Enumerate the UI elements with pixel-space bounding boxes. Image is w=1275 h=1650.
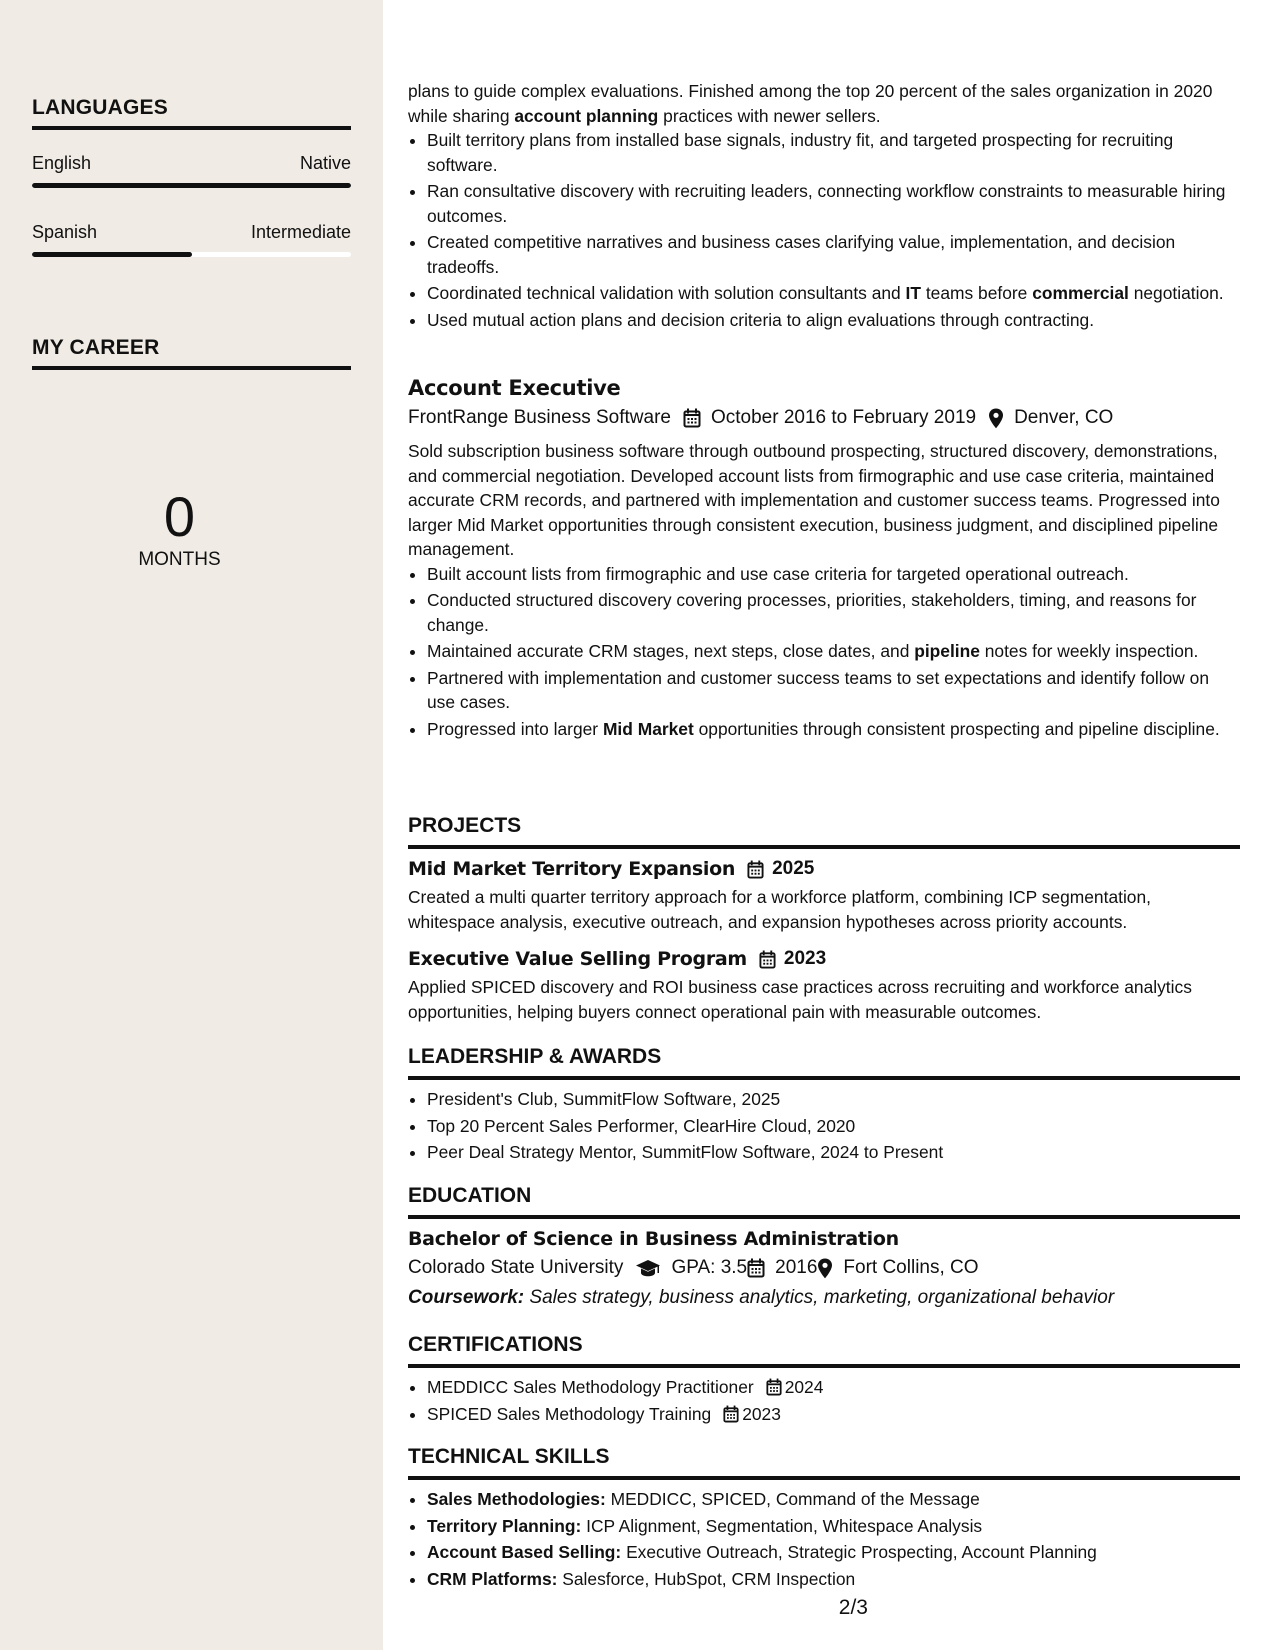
education-meta <box>408 1255 1240 1281</box>
education-school: Colorado State University <box>408 1257 624 1278</box>
skill-label: Territory Planning: <box>427 1515 582 1536</box>
list-item <box>427 1375 1240 1400</box>
leadership-list <box>408 1087 1240 1165</box>
list-item: • Created competitive narratives and business cases clarifying value, implementation, and decision tradeoffs. <box>427 230 1240 279</box>
project-entry <box>408 947 1240 1024</box>
education-coursework <box>408 1285 1240 1311</box>
section-heading: PROJECTS <box>408 813 1240 849</box>
cert-year: 2023 <box>742 1403 781 1424</box>
project-title-row <box>408 947 1240 971</box>
list-item: • Progressed into larger Mid Market opportunities through consistent prospecting and pipeline discipline. <box>427 717 1240 742</box>
calendar-icon <box>747 1258 765 1278</box>
job-summary: Sold subscription business software through outbound prospecting, structured discovery, demonstrations, and commercial negotiation. Developed account lists from firmographic and use case criteria, maintained accurate CRM records, and partnered with implementation and customer success teams. Progressed into larger Mid Market opportunities through consistent execution, business judgment, and disciplined pipeline management. <box>408 441 1220 559</box>
skill-value: ICP Alignment, Segmentation, Whitespace Analysis <box>581 1515 983 1536</box>
list-item: • Coordinated technical validation with solution consultants and IT teams before commercial negotiation. <box>427 281 1240 306</box>
list-item: • Built territory plans from installed base signals, industry fit, and targeted prospecting for recruiting software. <box>427 128 1240 177</box>
language-proficiency-bar <box>32 183 351 188</box>
skill-label: CRM Platforms: <box>427 1568 558 1589</box>
job-dates: October 2016 to February 2019 <box>710 407 977 428</box>
career-duration-unit: MONTHS <box>138 549 221 570</box>
list-item: • President's Club, SummitFlow Software, 2025 <box>427 1087 1240 1112</box>
job-entry <box>408 375 1240 743</box>
education-location: Fort Collins, CO <box>843 1257 979 1278</box>
calendar-icon <box>747 860 764 879</box>
job-summary: plans to guide complex evaluations. Finished among the top 20 percent of the sales organization in 2020 while sharing account planning practices with newer sellers. <box>408 81 1213 126</box>
language-proficiency-fill <box>32 252 192 257</box>
page-number: 2/3 <box>838 1596 868 1619</box>
project-year: 2023 <box>783 948 827 969</box>
graduation-cap-icon <box>635 1258 661 1278</box>
section-heading: LEADERSHIP & AWARDS <box>408 1044 1240 1080</box>
project-year: 2025 <box>772 858 815 879</box>
language-name: Spanish <box>32 222 98 242</box>
education-year: 2016 <box>775 1257 818 1278</box>
list-item <box>427 1402 1240 1427</box>
calendar-icon <box>683 408 701 428</box>
section-heading: EDUCATION <box>408 1183 1240 1219</box>
language-proficiency-fill <box>32 183 351 188</box>
calendar-icon <box>759 950 776 969</box>
project-description: Applied SPICED discovery and ROI business case practices across recruiting and workforce analytics opportunities, helping buyers connect operational pain with measurable outcomes. <box>408 977 1192 1022</box>
list-item <box>427 1567 1240 1592</box>
project-title-row <box>408 857 1240 881</box>
education-degree: Bachelor of Science in Business Administration <box>408 1228 899 1250</box>
calendar-icon <box>766 1378 782 1396</box>
previous-job-continuation <box>408 79 1240 334</box>
project-description: Created a multi quarter territory approach for a workforce platform, combining ICP segmentation, whitespace analysis, executive outreach, and expansion hypotheses across priority accounts. <box>408 887 1151 932</box>
list-item: • Ran consultative discovery with recruiting leaders, connecting workflow constraints to measurable hiring outcomes. <box>427 179 1240 228</box>
list-item: • Peer Deal Strategy Mentor, SummitFlow Software, 2024 to Present <box>427 1140 1240 1165</box>
list-item: • Partnered with implementation and customer success teams to set expectations and identify follow on use cases. <box>427 666 1240 715</box>
education-gpa: GPA: 3.5 <box>671 1257 748 1278</box>
certifications-section <box>408 1332 1240 1428</box>
language-row-english <box>32 152 351 174</box>
project-title: Executive Value Selling Program <box>408 948 747 970</box>
career-duration-value: 0 <box>163 485 196 548</box>
skill-value: MEDDICC, SPICED, Command of the Message <box>605 1489 980 1509</box>
job-bullets <box>408 562 1240 742</box>
skills-section <box>408 1444 1240 1593</box>
skill-value: Salesforce, HubSpot, CRM Inspection <box>557 1568 856 1589</box>
cert-year: 2024 <box>784 1377 824 1397</box>
cert-name: SPICED Sales Methodology Training <box>427 1403 712 1424</box>
list-item <box>427 1514 1240 1539</box>
education-section <box>408 1183 1240 1311</box>
job-title: Account Executive <box>408 376 621 400</box>
sidebar <box>0 0 383 1650</box>
project-title: Mid Market Territory Expansion <box>408 858 736 880</box>
skills-list <box>408 1487 1240 1591</box>
coursework-list: Sales strategy, business analytics, marketing, organizational behavior <box>524 1287 1115 1308</box>
job-meta <box>408 405 1240 431</box>
list-item: • Maintained accurate CRM stages, next steps, close dates, and pipeline notes for weekly inspection. <box>427 639 1240 664</box>
languages-heading: LANGUAGES <box>32 96 351 130</box>
map-pin-icon <box>817 1258 833 1279</box>
list-item <box>427 1487 1240 1512</box>
language-name: English <box>32 153 92 173</box>
leadership-section <box>408 1044 1240 1167</box>
list-item: • Conducted structured discovery covering processes, priorities, stakeholders, timing, and reasons for change. <box>427 588 1240 637</box>
list-item <box>427 1540 1240 1565</box>
calendar-icon <box>723 1405 739 1423</box>
language-proficiency-bar <box>32 252 351 257</box>
language-row-spanish <box>32 221 351 243</box>
language-level: Intermediate <box>250 222 351 242</box>
section-heading: TECHNICAL SKILLS <box>408 1444 1240 1480</box>
section-heading: CERTIFICATIONS <box>408 1332 1240 1368</box>
coursework-label: Coursework: <box>408 1287 525 1308</box>
skill-value: Executive Outreach, Strategic Prospecting, Account Planning <box>621 1542 1097 1562</box>
career-heading: MY CAREER <box>32 336 351 370</box>
list-item: • Used mutual action plans and decision criteria to align evaluations through contracting. <box>427 308 1240 333</box>
certifications-list <box>408 1375 1240 1426</box>
job-bullets <box>408 128 1240 332</box>
list-item: • Built account lists from firmographic and use case criteria for targeted operational outreach. <box>427 562 1240 587</box>
projects-section <box>408 813 1240 1024</box>
job-company: FrontRange Business Software <box>408 407 671 428</box>
skill-label: Sales Methodologies: <box>427 1489 606 1509</box>
language-level: Native <box>299 153 351 173</box>
cert-name: MEDDICC Sales Methodology Practitioner <box>427 1377 754 1397</box>
project-entry <box>408 857 1240 934</box>
skill-label: Account Based Selling: <box>427 1542 622 1562</box>
map-pin-icon <box>988 408 1004 429</box>
list-item: • Top 20 Percent Sales Performer, ClearHire Cloud, 2020 <box>427 1114 1240 1139</box>
job-location: Denver, CO <box>1014 407 1114 428</box>
